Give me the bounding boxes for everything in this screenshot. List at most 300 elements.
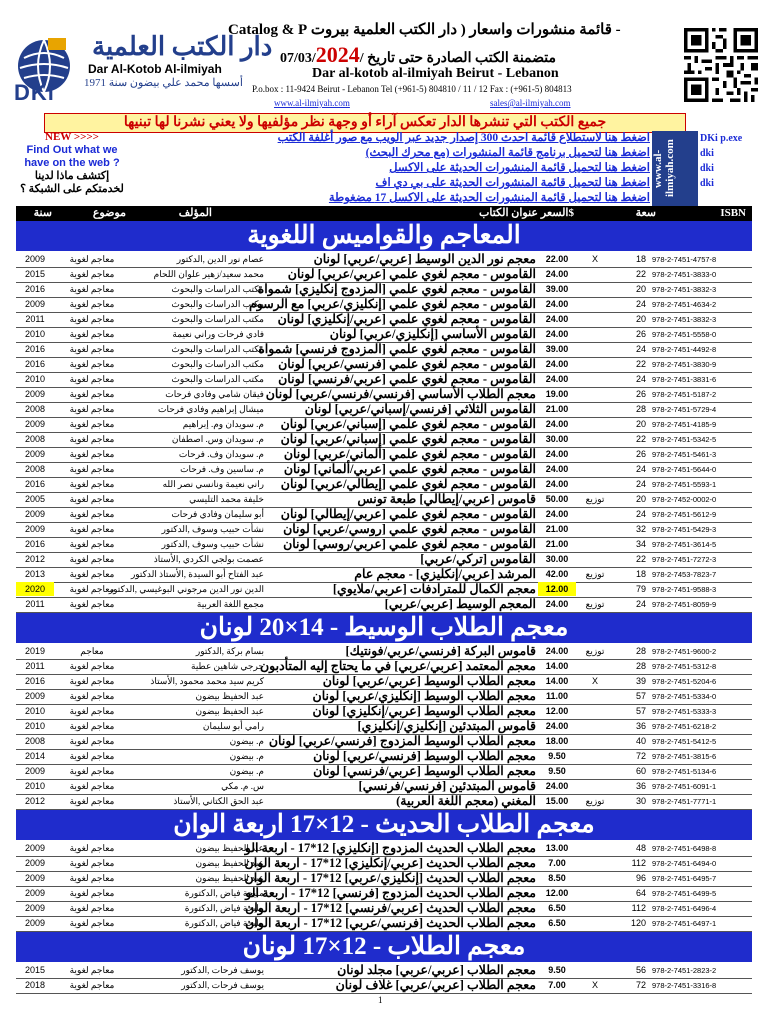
cell-vol: 26 <box>635 389 646 399</box>
cell-price: 24.00 <box>545 419 569 429</box>
table-row[interactable] <box>16 659 752 675</box>
cell-title: قاموس البركة [فرنسي/عربي/فونتيك] <box>345 644 536 658</box>
cell-year: 2009 <box>24 389 46 399</box>
cell-isbn: 978-2-7451-6495-7 <box>652 874 717 883</box>
promo-box[interactable] <box>16 131 128 206</box>
catalog-date-line <box>280 42 556 68</box>
cell-title: القاموس - معجم لغوي علمي [إسباني/عربي] لونان <box>280 432 536 446</box>
cell-author: س. م. مكي <box>221 781 264 791</box>
table-row[interactable] <box>16 327 752 343</box>
cell-title: معجم الطلاب الحديث المزدوج [فرنسي] 12*17 - اربعة الو <box>245 886 536 900</box>
cell-subject: معاجم لغوية <box>69 509 115 519</box>
cell-vol: 57 <box>635 706 646 716</box>
cell-subject: معاجم لغوية <box>69 796 115 806</box>
table-row[interactable] <box>16 537 752 553</box>
cell-title: معجم الطلاب الحديث [فرنسي/عربي] 12*17 - اربعة الوان <box>245 916 536 930</box>
cell-isbn: 978-2-7451-5342-5 <box>652 435 717 444</box>
date-prefix: متضمنة الكتب الصادرة حتى تاريخ / <box>359 51 557 66</box>
disclaimer-notice: جميع الكتب التي تنشرها الدار تعكس آراء أو وجهة نظر مؤلفيها ولا يعني نشرنا لها تبنيها <box>44 113 686 133</box>
section-heading: معجم الطلاب الوسيط - 14×20 لونان <box>16 613 752 643</box>
cell-year: 2011 <box>25 661 45 671</box>
cell-title: معجم الطلاب الحديث المزدوج [إنكليزي] 12*17 - اربعة الو <box>244 841 536 855</box>
table-row[interactable] <box>16 387 752 403</box>
col-year: سنة <box>33 207 52 219</box>
cell-title: القاموس - معجم لغوي علمي [عربي/إيطالي] لونان <box>280 507 536 521</box>
table-row[interactable] <box>16 402 752 418</box>
cell-price: 24.00 <box>545 374 569 384</box>
cell-price: 14.00 <box>545 661 569 671</box>
table-row[interactable] <box>16 462 752 478</box>
cell-vol: 48 <box>635 843 646 853</box>
cell-isbn: 978-2-7451-6496-4 <box>652 904 717 913</box>
cell-subject: معاجم لغوية <box>69 736 115 746</box>
table-row[interactable] <box>16 342 752 358</box>
cell-vol: 22 <box>635 554 646 564</box>
cell-price: 39.00 <box>545 284 569 294</box>
side-links <box>700 131 752 206</box>
cell-year: 2010 <box>24 721 46 731</box>
cell-title: المرشد [عربي/إنكليزي] - معجم عام <box>354 567 536 581</box>
cell-author: عبد الحفيظ بيضون <box>195 706 264 716</box>
cell-year: 2010 <box>24 329 46 339</box>
cell-subject: معاجم لغوية <box>69 389 115 399</box>
cell-title: القاموس - معجم لغوي علمي [المزدوج فرنسي] شمواة <box>258 342 536 356</box>
cell-vol: 64 <box>635 888 646 898</box>
table-row[interactable] <box>16 582 752 598</box>
cell-price: 12.00 <box>545 706 569 716</box>
cell-subject: معاجم لغوية <box>69 676 115 686</box>
table-row[interactable] <box>16 764 752 780</box>
cell-price: 6.50 <box>548 918 566 928</box>
side-link[interactable]: DKi p.exe <box>700 133 743 144</box>
table-row[interactable] <box>16 963 752 979</box>
cell-vol: 24 <box>635 509 646 519</box>
website-link[interactable]: www.al-ilmiyah.com <box>274 98 350 108</box>
promo-arabic: إكتشف ماذا لدينا لخدمتكم على الشبكة ؟ <box>20 170 124 195</box>
table-row[interactable] <box>16 507 752 523</box>
cell-author: مليحة فياض ,الدكتورة <box>184 888 264 898</box>
cell-title: القاموس - معجم لغوي علمي [عربي/روسي] لونان <box>283 537 536 551</box>
cell-title: القاموس - معجم لغوي علمي [المزدوج إنكليزي] شمواة <box>257 282 536 296</box>
cell-year: 2012 <box>24 796 46 806</box>
cell-vol: 20 <box>635 494 646 504</box>
cell-subject: معاجم لغوية <box>69 299 115 309</box>
cell-year: 2018 <box>24 980 46 990</box>
table-row[interactable] <box>16 492 752 508</box>
cell-isbn: 978-2-7451-5558-0 <box>652 330 717 339</box>
cell-isbn: 978-2-7451-3815-6 <box>652 752 717 761</box>
cell-author: عبد الفتاح أبو السيدة ,الأستاذ الدكتور <box>130 569 264 579</box>
cell-subject: معاجم لغوية <box>69 843 115 853</box>
cell-isbn: 978-2-7451-5312-8 <box>652 662 717 671</box>
cell-isbn: 978-2-7451-6498-8 <box>652 844 717 853</box>
table-row[interactable] <box>16 779 752 795</box>
cell-price: 21.00 <box>545 539 569 549</box>
cell-title: معجم نور الدين الوسيط [عربي/عربي] لونان <box>313 252 536 266</box>
cell-year: 2009 <box>24 254 46 264</box>
cell-author: مجمع اللغة العربية <box>196 599 264 609</box>
cell-subject: معاجم لغوية <box>69 314 115 324</box>
cell-price: 8.50 <box>548 873 566 883</box>
download-link[interactable] <box>130 131 650 146</box>
cell-vol: 36 <box>635 721 646 731</box>
cell-vol: 24 <box>635 299 646 309</box>
email-link[interactable]: sales@al-ilmiyah.com <box>490 98 571 108</box>
cell-price: 21.00 <box>545 524 569 534</box>
cell-x: X <box>591 254 598 264</box>
cell-isbn: 978-2-7451-3614-5 <box>652 540 717 549</box>
cell-subject: معاجم لغوية <box>69 554 115 564</box>
cell-year: 2009 <box>24 766 46 776</box>
side-vertical-banner[interactable]: www.al-ilmiyah.com <box>652 131 698 206</box>
page-header <box>0 0 768 112</box>
cell-title: معجم الطلاب [عربي/عربي] مجلد لونان <box>337 963 536 977</box>
cell-author: عبد الحق الكتاني ,الأستاذ <box>173 796 264 806</box>
table-row[interactable] <box>16 689 752 705</box>
cell-x: توزيع <box>585 599 605 609</box>
publisher-logo <box>14 30 273 105</box>
cell-x: توزيع <box>585 494 605 504</box>
table-row[interactable] <box>16 432 752 448</box>
table-row[interactable] <box>16 749 752 765</box>
cell-author: م. سويدان وف. فرحات <box>178 449 264 459</box>
cell-isbn: 978-2-7451-3832-3 <box>652 315 717 324</box>
cell-year: 2016 <box>24 479 46 489</box>
cell-x: توزيع <box>585 646 605 656</box>
cell-title: القاموس الثلاثي [فرنسي/إسباني/عربي] لونان <box>304 402 536 416</box>
cell-isbn: 978-2-7451-9600-2 <box>652 647 717 656</box>
download-link[interactable] <box>130 176 650 191</box>
download-link-label: اضغط هنا لتحميل برنامج قائمة المنشورات (مع محرك البحث) <box>365 147 650 159</box>
cell-subject: معاجم لغوية <box>69 781 115 791</box>
cell-isbn: 978-2-7453-7823-7 <box>652 570 717 579</box>
table-row[interactable] <box>16 841 752 857</box>
cell-price: 7.00 <box>548 858 566 868</box>
cell-price: 6.50 <box>548 903 566 913</box>
cell-isbn: 978-2-7451-3316-8 <box>652 981 717 990</box>
logo-dki: DKi <box>14 80 55 105</box>
cell-subject: معاجم لغوية <box>69 344 115 354</box>
cell-isbn: 978-2-7451-6091-1 <box>652 782 717 791</box>
cell-vol: 120 <box>630 918 646 928</box>
col-price: السعر$ <box>540 207 574 219</box>
cell-isbn: 978-2-7451-5412-5 <box>652 737 717 746</box>
cell-price: 9.50 <box>548 766 566 776</box>
cell-vol: 28 <box>635 404 646 414</box>
cell-author: محمد سعيد/زهير علوان اللحام <box>153 269 264 279</box>
cell-subject: معاجم لغوية <box>69 329 115 339</box>
table-row[interactable] <box>16 901 752 917</box>
cell-isbn: 978-2-7451-8059-9 <box>652 600 717 609</box>
cell-isbn: 978-2-7451-5593-1 <box>652 480 717 489</box>
cell-title: القاموس - معجم لغوي علمي [إنكليزي/عربي] مع الرسوم <box>249 297 536 311</box>
cell-vol: 24 <box>635 464 646 474</box>
cell-author: عصام نور الدين ,الدكتور <box>176 254 264 264</box>
side-link[interactable]: dki <box>700 148 714 159</box>
cell-isbn: 978-2-7451-4492-8 <box>652 345 717 354</box>
cell-isbn: 978-2-7451-4757-8 <box>652 255 717 264</box>
cell-author: مكتب الدراسات والبحوث <box>171 374 264 384</box>
cell-vol: 112 <box>631 903 646 913</box>
cell-author: مكتب الدراسات والبحوث <box>171 299 264 309</box>
logo-arabic-name: دار الكتب العلمية <box>92 32 273 61</box>
cell-subject: معاجم لغوية <box>69 888 115 898</box>
cell-title: معجم الطلاب الوسيط المزدوج [فرنسي/عربي] لونان <box>268 734 536 748</box>
cell-title: معجم الطلاب الحديث [عربي/فرنسي] 12*17 - اربعة الوان <box>245 901 536 915</box>
cell-author: م. سويدان وس. اصطفان <box>171 434 264 444</box>
cell-title: معجم الطلاب الوسيط [عربي/إنكليزي] لونان <box>312 704 536 718</box>
cell-year: 2010 <box>24 374 46 384</box>
download-link-label: اضغط هنا لتحميل قائمة المنشورات الحديثة على الاكسل 17 مضغوطة <box>328 192 650 204</box>
cell-subject: معاجم لغوية <box>69 980 115 990</box>
col-title: عنوان الكتاب <box>479 207 538 219</box>
cell-year: 2005 <box>24 494 46 504</box>
cell-author: أبو سليمان وفادي فرحات <box>171 509 264 519</box>
cell-year: 2009 <box>24 888 46 898</box>
cell-vol: 60 <box>635 766 646 776</box>
cell-isbn: 978-2-7451-7272-3 <box>652 555 717 564</box>
qr-code-icon[interactable] <box>684 28 758 102</box>
cell-isbn: 978-2-7451-4634-2 <box>652 300 717 309</box>
cell-price: 18.00 <box>545 736 569 746</box>
cell-subject: معاجم لغوية <box>69 374 115 384</box>
cell-subject: معاجم لغوية <box>69 918 115 928</box>
catalog-date: 07/03/ <box>280 51 316 66</box>
cell-price: 15.00 <box>545 796 569 806</box>
cell-title: القاموس - معجم لغوي علمي [عربي/ألماني] لونان <box>283 462 536 476</box>
table-row[interactable] <box>16 871 752 887</box>
download-link[interactable] <box>130 191 650 206</box>
cell-price: 14.00 <box>545 676 569 686</box>
cell-vol: 40 <box>635 736 646 746</box>
cell-subject: معاجم لغوية <box>69 284 115 294</box>
section-heading: معجم الطلاب الحديث - 12×17 اربعة الوان <box>16 810 752 840</box>
cell-isbn: 978-2-7452-0002-0 <box>652 495 717 504</box>
cell-price: 7.00 <box>548 980 566 990</box>
cell-author: خليفة محمد التليسي <box>189 494 264 504</box>
cell-year: 2019 <box>24 646 46 656</box>
cell-subject: معاجم لغوية <box>69 524 115 534</box>
cell-vol: 72 <box>635 751 646 761</box>
cell-price: 24.00 <box>545 269 569 279</box>
download-link-label: اضغط هنا لاستطلاع قائمة احدث 300 إصدار جديد عبر الويب مع صور أغلفة الكتب <box>277 132 650 144</box>
cell-vol: 112 <box>631 858 646 868</box>
cell-isbn: 978-2-7451-6494-0 <box>652 859 717 868</box>
cell-isbn: 978-2-7451-2823-2 <box>652 966 717 975</box>
cell-year: 2009 <box>24 509 46 519</box>
cell-title: القاموس - معجم لغوي علمي [إسباني/عربي] لونان <box>280 417 536 431</box>
cell-year: 2016 <box>24 284 46 294</box>
table-row[interactable] <box>16 856 752 872</box>
cell-author: م. سويدان وم. إبراهيم <box>182 419 264 429</box>
cell-price: 24.00 <box>545 464 569 474</box>
catalog-year: 2024 <box>315 42 360 67</box>
cell-year: 2015 <box>24 269 46 279</box>
cell-author: مكتب الدراسات والبحوث <box>171 284 264 294</box>
cell-vol: 24 <box>635 344 646 354</box>
side-link[interactable]: dki <box>700 178 714 189</box>
table-row[interactable] <box>16 674 752 690</box>
cell-year: 2009 <box>24 691 46 701</box>
col-isbn: ISBN <box>720 207 746 219</box>
cell-isbn: 978-2-7451-6497-1 <box>652 919 717 928</box>
cell-author: عبد الحفيظ بيضون <box>195 873 264 883</box>
cell-author: م. بيضون <box>229 751 264 761</box>
table-row[interactable] <box>16 417 752 433</box>
cell-author: عصمت بولجي الكردي ,الأستاذ <box>153 554 264 564</box>
cell-subject: معاجم لغوية <box>69 569 115 579</box>
cell-vol: 24 <box>635 599 646 609</box>
table-row[interactable] <box>16 978 752 994</box>
cell-price: 42.00 <box>545 569 569 579</box>
cell-title: معجم الطلاب [عربي/عربي] غلاف لونان <box>335 978 536 992</box>
cell-title: قاموس المبتدئين [إنكليزي/إنكليزي] <box>357 719 536 733</box>
cell-title: معجم الطلاب الوسيط [إنكليزي/عربي] لونان <box>312 689 536 703</box>
cell-year: 2015 <box>24 965 46 975</box>
download-link[interactable] <box>130 146 650 161</box>
cell-isbn: 978-2-7451-3833-0 <box>652 270 717 279</box>
cell-vol: 24 <box>635 374 646 384</box>
cell-vol: 22 <box>635 359 646 369</box>
cell-year: 2014 <box>24 751 46 761</box>
cell-vol: 56 <box>635 965 646 975</box>
cell-isbn: 978-2-7451-5729-4 <box>652 405 717 414</box>
cell-isbn: 978-2-7451-6499-5 <box>652 889 717 898</box>
cell-title: معجم الطلاب الوسيط [عربي/عربي] لونان <box>322 674 536 688</box>
cell-isbn: 978-2-7451-3832-3 <box>652 285 717 294</box>
table-row[interactable] <box>16 357 752 373</box>
cell-subject: معاجم لغوية <box>69 903 115 913</box>
cell-vol: 72 <box>635 980 646 990</box>
cell-x: توزيع <box>585 569 605 579</box>
table-row[interactable] <box>16 297 752 313</box>
side-link[interactable]: dki <box>700 163 714 174</box>
cell-year: 2008 <box>24 434 46 444</box>
cell-title: معجم المعتمد [عربي/عربي] في ما يحتاج إليه المتأدبون <box>259 659 536 673</box>
cell-isbn: 978-2-7451-5461-3 <box>652 450 717 459</box>
cell-isbn: 978-2-7451-9588-3 <box>652 585 717 594</box>
cell-subject: معاجم لغوية <box>69 766 115 776</box>
cell-vol: 36 <box>635 781 646 791</box>
table-row[interactable] <box>16 644 752 660</box>
cell-title: قاموس [عربي/إيطالي] طبعة تونس <box>357 492 536 506</box>
cell-vol: 39 <box>635 676 646 686</box>
cell-subject: معاجم لغوية <box>69 419 115 429</box>
cell-isbn: 978-2-7451-3831-6 <box>652 375 717 384</box>
cell-subject: معاجم لغوية <box>69 464 115 474</box>
cell-isbn: 978-2-7451-5134-6 <box>652 767 717 776</box>
cell-isbn: 978-2-7451-5333-3 <box>652 707 717 716</box>
cell-author: رامي أبو سليمان <box>202 721 264 731</box>
table-row[interactable] <box>16 252 752 268</box>
cell-subject: معاجم لغوية <box>69 873 115 883</box>
cell-price: 24.00 <box>545 359 569 369</box>
table-row[interactable] <box>16 282 752 298</box>
cell-title: القاموس - معجم لغوي علمي [روسي/عربي] لونان <box>283 522 536 536</box>
cell-year: 2011 <box>25 599 45 609</box>
cell-author: مليحة فياض ,الدكتورة <box>184 918 264 928</box>
table-row[interactable] <box>16 552 752 568</box>
cell-subject: معاجم لغوية <box>69 269 115 279</box>
table-row[interactable] <box>16 597 752 613</box>
section-heading: المعاجم والقواميس اللغوية <box>16 221 752 251</box>
cell-author: يوسف فرحات ,الدكتور <box>181 965 264 975</box>
cell-title: القاموس الأساسي [إنكليزي/عربي] لونان <box>329 327 536 341</box>
cell-isbn: 978-2-7451-5204-6 <box>652 677 717 686</box>
table-row[interactable] <box>16 567 752 583</box>
cell-subject: معاجم لغوية <box>69 404 115 414</box>
cell-title: القاموس - معجم لغوي علمي [عربي/إنكليزي] لونان <box>277 312 536 326</box>
cell-price: 13.00 <box>545 843 569 853</box>
table-row[interactable] <box>16 719 752 735</box>
cell-year: 2008 <box>24 464 46 474</box>
contact-info: P.o.box : 11-9424 Beirut - Lebanon Tel (+961-5) 804810 / 11 / 12 Fax : (+961-5) 804813 <box>252 84 572 94</box>
table-row[interactable] <box>16 372 752 388</box>
cell-year: 2020 <box>16 582 54 596</box>
cell-author: مكتب الدراسات والبحوث <box>171 359 264 369</box>
cell-year: 2009 <box>24 299 46 309</box>
cell-vol: 96 <box>635 873 646 883</box>
download-link-label: اضغط هنا لتحميل قائمة المنشورات الحديثة على الاكسل <box>389 162 650 174</box>
table-row[interactable] <box>16 916 752 932</box>
cell-title: القاموس - معجم لغوي علمي [ألماني/عربي] لونان <box>283 447 536 461</box>
cell-year: 2010 <box>24 781 46 791</box>
table-row[interactable] <box>16 267 752 283</box>
cell-price: 24.00 <box>545 449 569 459</box>
cell-year: 2009 <box>24 843 46 853</box>
table-row[interactable] <box>16 704 752 720</box>
cell-subject: معاجم لغوية <box>69 479 115 489</box>
table-row[interactable] <box>16 447 752 463</box>
cell-price: 12.00 <box>545 888 569 898</box>
cell-title: القاموس - معجم لغوي علمي [عربي/عربي] لونان <box>287 267 536 281</box>
cell-price: 22.00 <box>545 254 569 264</box>
cell-vol: 18 <box>635 569 646 579</box>
catalog-title: - قائمة منشورات واسعار ( دار الكتب العلمية بيروت Catalog & P <box>228 22 621 38</box>
cell-subject: معاجم لغوية <box>69 661 115 671</box>
table-row[interactable] <box>16 886 752 902</box>
table-row[interactable] <box>16 312 752 328</box>
cell-year: 2013 <box>24 569 46 579</box>
cell-year: 2009 <box>24 524 46 534</box>
cell-price: 30.00 <box>545 554 569 564</box>
cell-subject: معاجم لغوية <box>69 584 115 594</box>
cell-isbn: 978-2-7451-3830-9 <box>652 360 717 369</box>
table-row[interactable] <box>16 734 752 750</box>
cell-year: 2008 <box>24 404 46 414</box>
cell-year: 2016 <box>24 676 46 686</box>
cell-subject: معاجم <box>80 646 104 656</box>
download-links <box>130 131 650 206</box>
cell-author: عبد الحفيظ بيضون <box>195 843 264 853</box>
cell-year: 2010 <box>24 706 46 716</box>
table-row[interactable] <box>16 522 752 538</box>
cell-author: كريم سيد محمد محمود ,الأستاذ <box>150 676 264 686</box>
cell-vol: 22 <box>635 269 646 279</box>
cell-year: 2009 <box>24 449 46 459</box>
table-row[interactable] <box>16 477 752 493</box>
cell-vol: 22 <box>635 434 646 444</box>
table-row[interactable] <box>16 794 752 810</box>
cell-isbn: 978-2-7451-5187-2 <box>652 390 717 399</box>
cell-title: معجم الطلاب الحديث [إنكليزي/عربي] 12*17 - اربعة الوان <box>244 871 536 885</box>
cell-vol: 24 <box>635 479 646 489</box>
download-link[interactable] <box>130 161 650 176</box>
cell-subject: معاجم لغوية <box>69 965 115 975</box>
cell-year: 2011 <box>25 314 45 324</box>
cell-price: 11.00 <box>545 691 569 701</box>
cell-isbn: 978-2-7451-5334-0 <box>652 692 717 701</box>
